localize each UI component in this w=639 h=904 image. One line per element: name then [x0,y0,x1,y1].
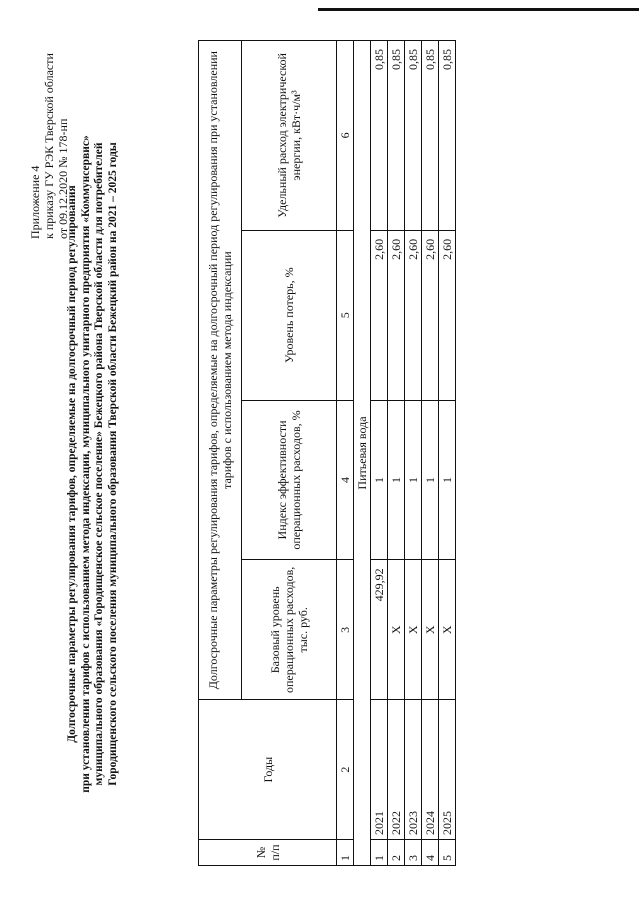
row-losses: 2,60 [422,230,439,400]
row-efficiency-index: 1 [388,400,405,560]
column-number-cell: 6 [337,41,354,231]
row-base-level: 429,92 [371,560,388,700]
row-number: 3 [405,840,422,866]
column-number-cell: 3 [337,560,354,700]
row-energy: 0,85 [422,41,439,231]
row-energy: 0,85 [405,41,422,231]
header-energy: Удельный расход электрической энергии, кВт·ч/м³ [242,41,337,231]
row-year: 2023 [405,700,422,840]
table-row [405,41,422,866]
header-group: Долгосрочные параметры регулирования тарифов, определяемые на долгосрочный период регулирования при установлении тарифов с использованием метода индексации [199,41,242,700]
heading-line-3: муниципального образования «Городищенское сельское поселение» Бежецкого района Тверской области для потребителей [93,142,105,786]
row-base-level: X [439,560,456,700]
row-number: 4 [422,840,439,866]
row-efficiency-index: 1 [439,400,456,560]
heading-line-1: Долгосрочные параметры регулирования тарифов, определяемые на долгосрочный период регулирования [66,185,78,743]
row-losses: 2,60 [439,230,456,400]
row-energy: 0,85 [388,41,405,231]
section-title: Питьевая вода [354,41,371,866]
row-number: 1 [371,840,388,866]
section-row [354,41,371,866]
header-years: Годы [199,700,337,840]
column-number-cell: 4 [337,400,354,560]
row-efficiency-index: 1 [405,400,422,560]
column-number-cell: 1 [337,840,354,866]
appendix-order: к приказу ГУ РЭК Тверской области [42,53,56,239]
appendix-title: Приложение 4 [28,165,42,239]
row-energy: 0,85 [371,41,388,231]
table-row [371,41,388,866]
column-number-cell: 5 [337,230,354,400]
row-losses: 2,60 [371,230,388,400]
row-efficiency-index: 1 [371,400,388,560]
column-number-cell: 2 [337,700,354,840]
appendix-date: от 09.12.2020 № 178-нп [56,118,70,239]
row-efficiency-index: 1 [422,400,439,560]
appendix-block [28,19,70,239]
row-losses: 2,60 [405,230,422,400]
row-year: 2021 [371,700,388,840]
column-number-row [337,41,354,866]
row-year: 2022 [388,700,405,840]
table-row [439,41,456,866]
row-number: 5 [439,840,456,866]
table-row [388,41,405,866]
parameters-table [198,40,456,866]
row-base-level: X [388,560,405,700]
row-year: 2024 [422,700,439,840]
header-efficiency-index: Индекс эффективности операционных расходов, % [242,400,337,560]
row-year: 2025 [439,700,456,840]
header-number: № п/п [199,840,337,866]
heading-line-4: Городищенского сельского поселения муниципального образования Тверской области Бежецкий район на 2021 – 2025 годы [106,142,119,786]
row-base-level: X [405,560,422,700]
table-row [422,41,439,866]
heading-line-2: при установлении тарифов с использованием метода индексации, муниципального унитарного предприятия «Коммунсервис» [79,135,92,793]
row-number: 2 [388,840,405,866]
header-base-level: Базовый уровень операционных расходов, тыс. руб. [242,560,337,700]
row-losses: 2,60 [388,230,405,400]
row-base-level: X [422,560,439,700]
document-heading [66,64,120,864]
header-losses: Уровень потерь, % [242,230,337,400]
row-energy: 0,85 [439,41,456,231]
